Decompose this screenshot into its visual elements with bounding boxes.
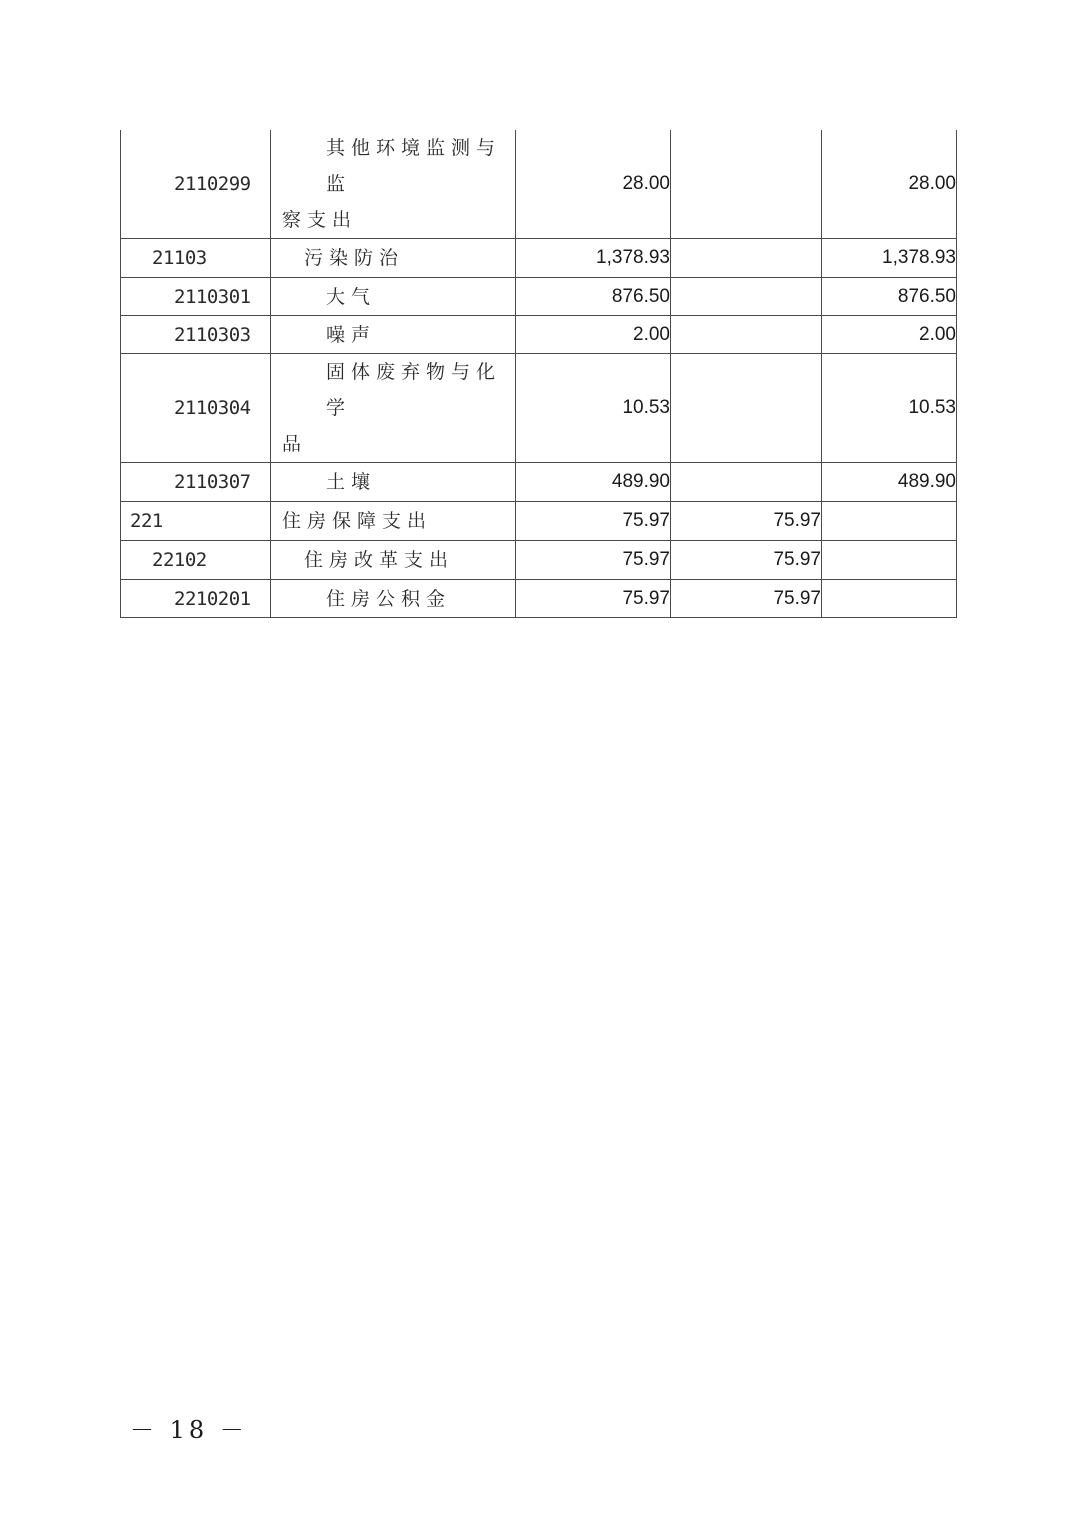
- basic-amount: [671, 463, 822, 502]
- subject-name-line: 察支出: [282, 209, 358, 231]
- table-row: [121, 316, 957, 354]
- table-row: [121, 502, 957, 541]
- total-amount: 1,378.93: [516, 239, 671, 278]
- subject-name: 噪声: [271, 316, 516, 354]
- subject-name: 污染防治: [271, 239, 516, 278]
- basic-amount: 75.97: [671, 580, 822, 618]
- subject-code: 2110307: [121, 463, 271, 502]
- project-amount: 876.50: [822, 278, 957, 316]
- total-amount: 10.53: [516, 354, 671, 463]
- subject-name: 住房保障支出: [271, 502, 516, 541]
- project-amount: [822, 541, 957, 580]
- project-amount: [822, 502, 957, 541]
- table-row: [121, 239, 957, 278]
- project-amount: 1,378.93: [822, 239, 957, 278]
- subject-code: 2110304: [121, 354, 271, 463]
- project-amount: 28.00: [822, 130, 957, 239]
- page-number: － 18 －: [130, 1416, 248, 1444]
- project-amount: 10.53: [822, 354, 957, 463]
- subject-code: 221: [121, 502, 271, 541]
- total-amount: 489.90: [516, 463, 671, 502]
- basic-amount: [671, 278, 822, 316]
- budget-expenditure-table: [120, 130, 957, 618]
- subject-code: 2110299: [121, 130, 271, 239]
- basic-amount: 75.97: [671, 541, 822, 580]
- subject-name: 土壤: [271, 463, 516, 502]
- table-row: [121, 463, 957, 502]
- subject-code: 21103: [121, 239, 271, 278]
- basic-amount: [671, 354, 822, 463]
- table-row: [121, 354, 957, 463]
- basic-amount: 75.97: [671, 502, 822, 541]
- subject-name-line: 其他环境监测与监: [326, 137, 502, 195]
- subject-code: 2110303: [121, 316, 271, 354]
- subject-name: [271, 354, 516, 463]
- subject-name-line: 固体废弃物与化学: [326, 361, 502, 419]
- total-amount: 75.97: [516, 580, 671, 618]
- total-amount: 28.00: [516, 130, 671, 239]
- subject-code: 2110301: [121, 278, 271, 316]
- total-amount: 2.00: [516, 316, 671, 354]
- table-row: [121, 130, 957, 239]
- subject-code: 2210201: [121, 580, 271, 618]
- subject-name: 住房公积金: [271, 580, 516, 618]
- subject-name: 大气: [271, 278, 516, 316]
- subject-name-line: 品: [282, 433, 308, 455]
- basic-amount: [671, 316, 822, 354]
- project-amount: 489.90: [822, 463, 957, 502]
- subject-code: 22102: [121, 541, 271, 580]
- table-row: [121, 580, 957, 618]
- project-amount: 2.00: [822, 316, 957, 354]
- table-row: [121, 541, 957, 580]
- total-amount: 75.97: [516, 502, 671, 541]
- total-amount: 876.50: [516, 278, 671, 316]
- subject-name: [271, 130, 516, 239]
- basic-amount: [671, 130, 822, 239]
- table-row: [121, 278, 957, 316]
- total-amount: 75.97: [516, 541, 671, 580]
- subject-name: 住房改革支出: [271, 541, 516, 580]
- basic-amount: [671, 239, 822, 278]
- project-amount: [822, 580, 957, 618]
